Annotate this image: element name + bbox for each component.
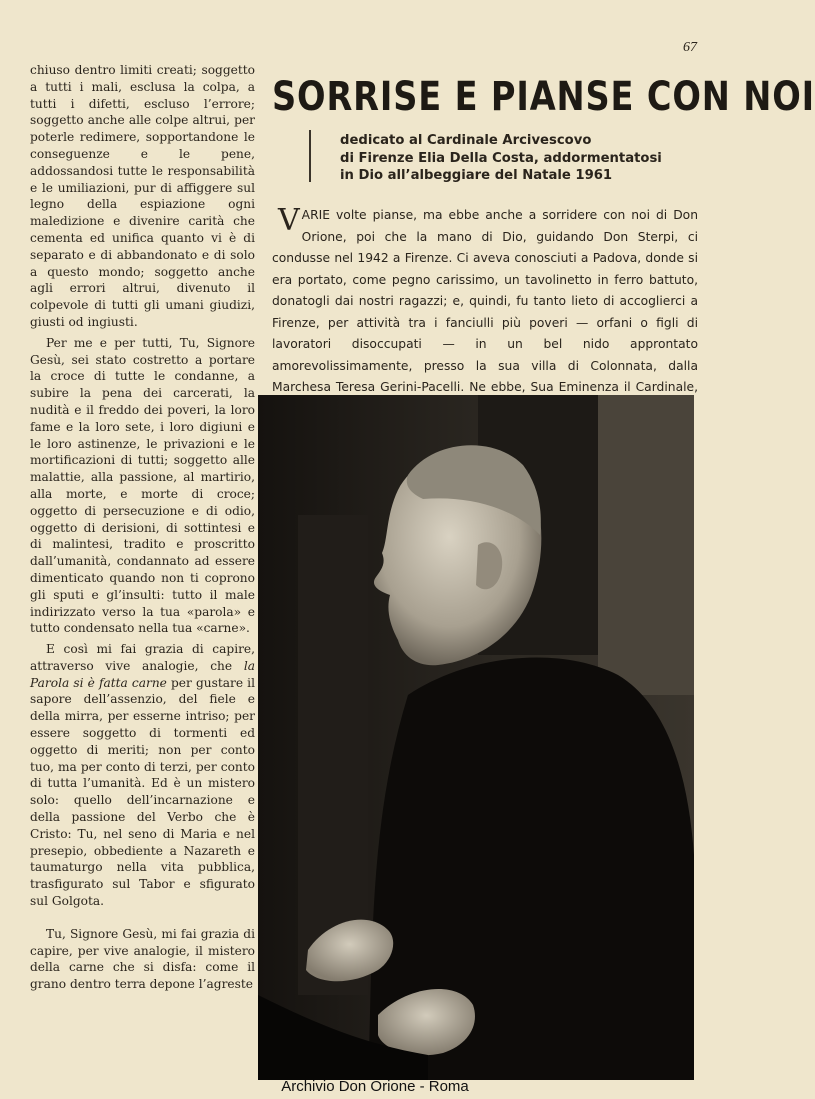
- archive-caption: Archivio Don Orione - Roma: [281, 1078, 469, 1095]
- dedication: [340, 132, 700, 185]
- dedication-line: di Firenze Elia Della Costa, addormentatosi: [340, 150, 662, 166]
- left-paragraph-1: chiuso dentro limiti creati; soggetto a tutti i mali, esclusa la colpa, a tutti i difetti, escluso l’errore; soggetto anche alle colpe altrui, per poterle redimere, sopportandone le conseguenze e le pene, addossandosi tutte le responsabilità e le umiliazioni, pur di affiggere sul legno della espiazione ogni maledizione e divenire carità che cementa ed unifica quanto vi è di separato e di abbandonato e di solo a questo mondo; soggetto anche agli errori altrui, divenuto il colpevole di tutti gli umani giudizi, giusti od ingiusti.: [30, 63, 255, 329]
- article-paragraph: [272, 205, 698, 420]
- dedication-line: in Dio all’albeggiare del Natale 1961: [340, 168, 613, 183]
- dedication-line: dedicato al Cardinale Arcivescovo: [340, 133, 592, 148]
- article-body-text: ARIE volte pianse, ma ebbe anche a sorridere con noi di Don Orione, poi che la mano di Dio, guidando Don Sterpi, ci condusse nel 1942 a Firenze. Ci aveva conosciuti a Padova, donde si era portato, come pegno carissimo, un tavolinetto in ferro battuto, donatogli dai nostri ragazzi; e, quindi, fu tanto lieto di accoglierci a Firenze, per attività tra i fanciulli più poveri — orfani o figli di lavoratori disoccupati — in un bel nido approntato amorevolissimamente, presso la sua villa di Colonnata, dalla Marchesa Teresa Gerini-Pacelli. Ne ebbe, Sua Eminenza il Cardinale,: [272, 208, 698, 394]
- left-column: [30, 62, 255, 993]
- left-paragraph-3-emphasis: la Parola si è fatta carne: [30, 658, 255, 690]
- left-paragraph-3-start: E così mi fai grazia di capire, attraverso vive analogie, che: [30, 642, 255, 673]
- left-paragraph-3-end: per gustare il sapore dell’assenzio, del fiele e della mirra, per esserne intriso; per essere soggetto di tormenti ed oggetto di meriti; non per conto tuo, ma per conto di terzi, per conto di tutta l’umanità. Ed è un mistero solo: quello dell’incarnazione e della passione del Verbo che è Cristo: Tu, nel seno di Maria e nel presepio, obbediente a Nazareth e taumaturgo nella vita pubblica, trasfigurato sul Tabor e sfigurato sul Golgota.: [30, 675, 255, 909]
- photo-light-panel: [598, 395, 694, 695]
- page-number: 67: [683, 40, 697, 55]
- cardinal-photo: [258, 395, 694, 1080]
- drop-cap: V: [278, 203, 300, 238]
- article-title: SORRISE E PIANSE CON NOI: [272, 74, 815, 120]
- cardinal-photo-illustration: [258, 395, 694, 1080]
- article-body: [272, 205, 698, 420]
- dedication-rule: [309, 130, 311, 182]
- left-paragraph-3: [30, 641, 255, 910]
- left-paragraph-2: Per me e per tutti, Tu, Signore Gesù, sei stato costretto a portare la croce di tutte le condanne, a subire la pena dei carcerati, la nudità e il freddo dei poveri, la loro fame e la loro sete, i loro digiuni e le loro astinenze, le privazioni e le mortificazioni di tutti; soggetto alle malattie, alla passione, al martirio, alla morte, e morte di croce; oggetto di persecuzione e di odio, oggetto di derisioni, di sottintesi e di malintesi, tradito e proscritto dall’umanità, condannato ad essere dimenticato quando non ti coprono gli sputi e gl’insulti: tutto il male indirizzato verso la tua «parola» e tutto condensato nella tua «carne».: [30, 335, 255, 636]
- left-paragraph-4: Tu, Signore Gesù, mi fai grazia di capire, per vive analogie, il mistero della carne che si disfa: come il grano dentro terra depone l’agreste: [30, 926, 255, 992]
